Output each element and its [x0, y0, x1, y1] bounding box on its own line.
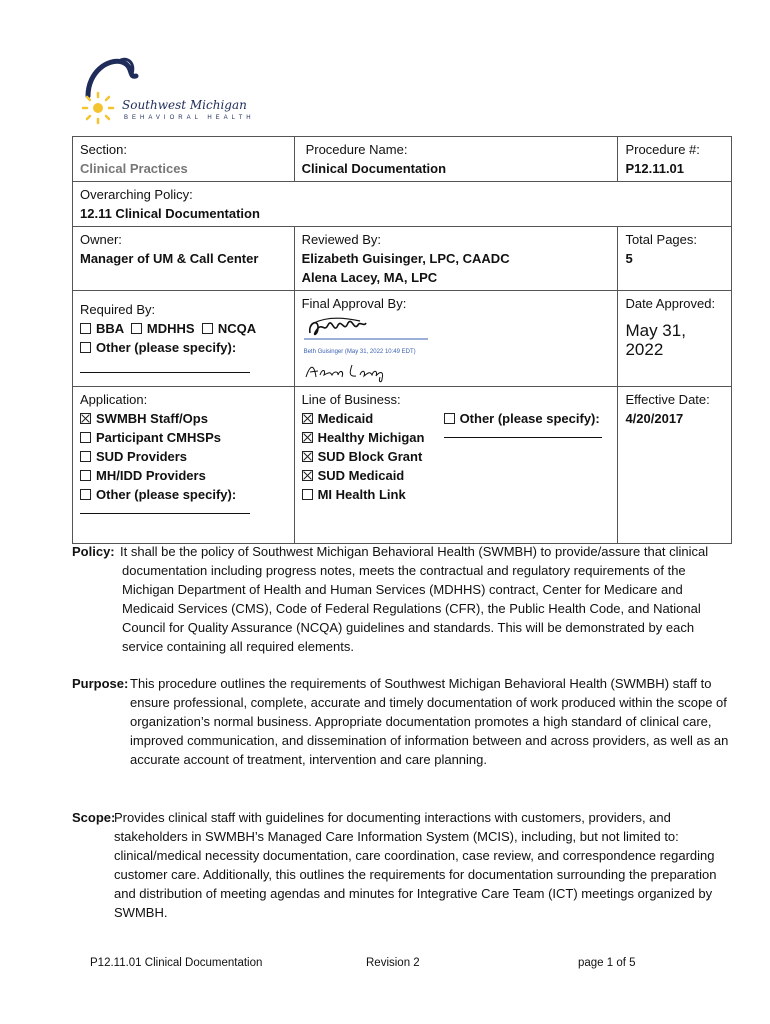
total-pages-label: Total Pages:: [625, 232, 697, 247]
section-label: Section:: [80, 142, 127, 157]
checkbox-lob-mi-health-link[interactable]: [302, 489, 313, 500]
footer-page-number: page 1 of 5: [578, 957, 636, 969]
app-other-blank: [80, 512, 250, 514]
checkbox-app-sud[interactable]: [80, 451, 91, 462]
purpose-text: This procedure outlines the requirements of Southwest Michigan Behavioral Health (SWMBH) staff to ensure professional, complete, accurate and timely documentation of work produced within the scope of organization’s normal business. Appropriate documentation promotes a high standard of clinical care, improved communication, and dissemination of information between and across providers, as well as an accurate account of treatment, intervention and care planning.: [130, 676, 729, 767]
logo-org-subtitle: BEHAVIORAL HEALTH: [124, 115, 255, 121]
scope-section: [72, 808, 732, 922]
checkbox-app-swmbh[interactable]: [80, 413, 91, 424]
lob-other-label: Other (please specify):: [459, 411, 600, 426]
footer-revision: Revision 2: [366, 957, 420, 969]
lob-other-blank: [444, 436, 602, 438]
required-bba-label: BBA: [96, 321, 124, 336]
line-of-business-label: Line of Business:: [301, 392, 401, 407]
owner-cell: [73, 227, 295, 291]
signature-caption: Beth Guisinger (May 31, 2022 10:49 EDT): [303, 349, 416, 355]
signature-lacey: [304, 361, 394, 383]
reviewed-by-cell: [294, 227, 618, 291]
checkbox-app-cmhsps[interactable]: [80, 432, 91, 443]
policy-label: Policy:: [72, 544, 115, 559]
lob-item-label: Healthy Michigan: [317, 430, 425, 445]
scope-text: Provides clinical staff with guidelines for documenting interactions with customers, providers, and stakeholders in SWMBH’s Managed Care Information System (MCIS), including, but not limited to: clinical/medical necessity documentation, care coordination, case review, and correspondence regarding customer care. Additionally, this outlines the requirements for documentation surrounding the preparation and distribution of meeting agendas and minutes for Integrative Care Team (ICT) meetings organized by SWMBH.: [114, 810, 717, 920]
signature-guisinger: [302, 313, 432, 347]
overarching-policy-value: 12.11 Clinical Documentation: [80, 206, 260, 221]
final-approval-cell: [294, 291, 618, 387]
application-label: Application:: [80, 392, 148, 407]
checkbox-ncqa[interactable]: [202, 323, 213, 334]
section-cell: [73, 137, 295, 182]
required-other-label: Other (please specify):: [96, 340, 237, 355]
checkbox-lob-healthy-michigan[interactable]: [302, 432, 313, 443]
app-item-label: SWMBH Staff/Ops: [96, 411, 208, 426]
reviewed-by-label: Reviewed By:: [301, 232, 382, 247]
procedure-number-label: Procedure #:: [625, 142, 700, 157]
required-other-blank: [80, 371, 250, 373]
procedure-number-cell: [618, 137, 732, 182]
required-mdhhs-label: MDHHS: [146, 321, 195, 336]
reviewer-2: Alena Lacey, MA, LPC: [301, 270, 438, 285]
logo-org-name: Southwest Michigan: [122, 98, 247, 112]
procedure-name-value: Clinical Documentation: [301, 161, 447, 176]
policy-section: [72, 542, 732, 656]
purpose-section: [72, 674, 732, 769]
required-by-cell: [73, 291, 295, 387]
footer-document-name: P12.11.01 Clinical Documentation: [90, 957, 263, 969]
date-approved-value: May 31, 2022: [625, 321, 686, 359]
checkbox-mdhhs[interactable]: [131, 323, 142, 334]
date-approved-label: Date Approved:: [625, 296, 716, 311]
app-item-label: Participant CMHSPs: [96, 430, 221, 445]
line-of-business-cell: [294, 387, 618, 544]
application-cell: [73, 387, 295, 544]
checkbox-required-other[interactable]: [80, 342, 91, 353]
overarching-policy-cell: [73, 182, 732, 227]
effective-date-value: 4/20/2017: [625, 411, 684, 426]
purpose-label: Purpose:: [72, 676, 129, 691]
reviewer-1: Elizabeth Guisinger, LPC, CAADC: [301, 251, 510, 266]
checkbox-lob-medicaid[interactable]: [302, 413, 313, 424]
checkbox-lob-sud-block-grant[interactable]: [302, 451, 313, 462]
lob-item-label: SUD Block Grant: [317, 449, 423, 464]
checkbox-app-mhidd[interactable]: [80, 470, 91, 481]
checkbox-lob-sud-medicaid[interactable]: [302, 470, 313, 481]
scope-label: Scope:: [72, 810, 116, 825]
owner-label: Owner:: [80, 232, 122, 247]
procedure-header-table: [72, 136, 732, 544]
section-value: Clinical Practices: [80, 161, 188, 176]
effective-date-label: Effective Date:: [625, 392, 710, 407]
organization-logo: [78, 52, 255, 128]
checkbox-bba[interactable]: [80, 323, 91, 334]
app-item-label: SUD Providers: [96, 449, 188, 464]
app-item-label: Other (please specify):: [96, 487, 237, 502]
required-ncqa-label: NCQA: [217, 321, 257, 336]
total-pages-cell: [618, 227, 732, 291]
procedure-name-label: Procedure Name:: [305, 142, 408, 157]
checkbox-app-other[interactable]: [80, 489, 91, 500]
app-item-label: MH/IDD Providers: [96, 468, 206, 483]
lob-item-label: Medicaid: [317, 411, 374, 426]
procedure-name-cell: [294, 137, 618, 182]
lob-item-label: SUD Medicaid: [317, 468, 405, 483]
lob-item-label: MI Health Link: [317, 487, 406, 502]
date-approved-cell: [618, 291, 732, 387]
total-pages-value: 5: [625, 251, 633, 266]
checkbox-lob-other[interactable]: [444, 413, 455, 424]
policy-text: It shall be the policy of Southwest Michigan Behavioral Health (SWMBH) to provide/assure that clinical documentation including progress notes, meets the contractual and regulatory requirements of the Michigan Department of Health and Human Services (MDHHS) contract, Center for Medicare and Medicaid Services (CMS), Code of Federal Regulations (CFR), the Public Health Code, and National Council for Quality Assurance (NCQA) guidelines and standards. This will be demonstrated by each service containing all required elements.: [120, 544, 709, 654]
required-by-label: Required By:: [80, 302, 156, 317]
final-approval-label: Final Approval By:: [301, 296, 407, 311]
procedure-number-value: P12.11.01: [625, 161, 685, 176]
overarching-policy-label: Overarching Policy:: [80, 187, 193, 202]
owner-value: Manager of UM & Call Center: [80, 251, 259, 266]
effective-date-cell: [618, 387, 732, 544]
